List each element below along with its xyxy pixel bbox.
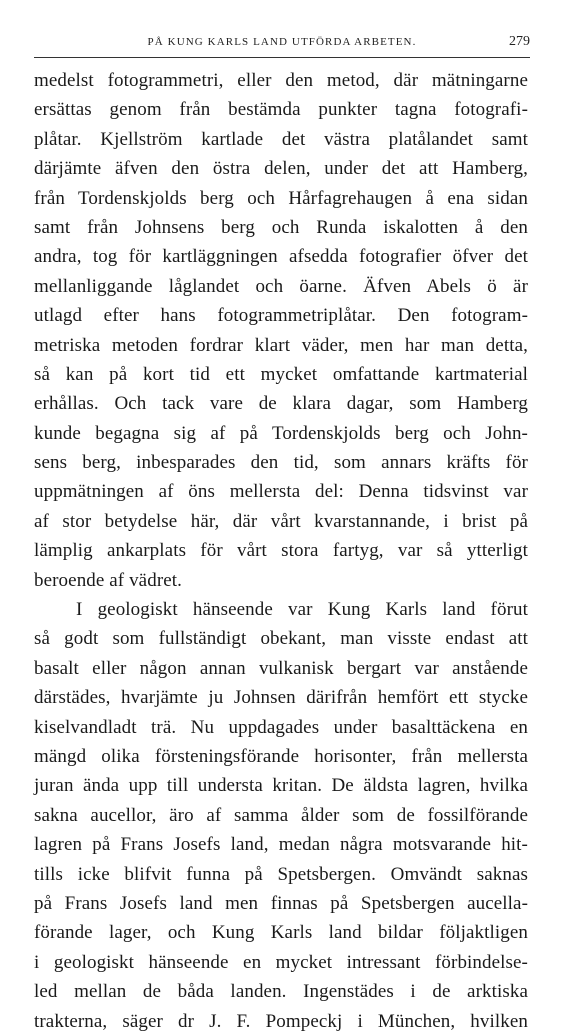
text-line: af stor betydelse här, där vårt kvarstannande, i brist på: [34, 510, 528, 532]
text-line: medelst fotogrammetri, eller den metod, där mätningarne: [34, 70, 528, 91]
text-line: därjämte äfven den östra delen, under det att Hamberg,: [34, 158, 528, 180]
text-line: andra, tog för kartläggningen afsedda fotografier öfver det: [34, 246, 528, 268]
paragraph-end-line: beroende af vädret.: [34, 569, 183, 591]
text-line: uppmätningen af öns mellersta del: Denna tidsvinst var: [34, 481, 528, 503]
text-line: basalt eller någon annan vulkanisk bergart var anstående: [34, 657, 528, 679]
running-title: PÅ KUNG KARLS LAND UTFÖRDA ARBETEN.: [147, 36, 417, 48]
text-line: samt från Johnsens berg och Runda iskalotten å den: [34, 216, 528, 238]
text-line: tills icke blifvit funna på Spetsbergen. Omvändt saknas: [34, 863, 528, 885]
text-line: så kan på kort tid ett mycket omfattande kartmaterial: [34, 363, 528, 385]
body-text: [34, 66, 528, 1036]
text-line: mellanliggande låglandet och öarne. Äfven Abels ö är: [34, 275, 528, 297]
text-line: från Tordenskjolds berg och Hårfagrehaugen å ena sidan: [34, 187, 528, 209]
text-line: kunde begagna sig af på Tordenskjolds berg och John-: [34, 422, 528, 444]
text-line: juran ända upp till understa kritan. De äldsta lagren, hvilka: [34, 775, 528, 797]
running-head: [34, 36, 530, 54]
text-line: sakna aucellor, äro af samma ålder som de fossilförande: [34, 804, 528, 826]
text-line: så godt som fullständigt obekant, man visste endast att: [34, 628, 528, 650]
text-line: lämplig ankarplats för vårt stora fartyg, var så ytterligt: [34, 540, 528, 562]
text-line: förande lager, och Kung Karls land bildar följaktligen: [34, 922, 528, 944]
text-line: utlagd efter hans fotogrammetriplåtar. Den fotogram-: [34, 305, 528, 327]
text-line: ersättas genom från bestämda punkter tagna fotografi-: [34, 99, 528, 121]
text-line: led mellan de båda landen. Ingenstädes i de arktiska: [34, 981, 528, 1003]
text-line: kiselvandladt trä. Nu uppdagades under basalttäckena en: [34, 716, 528, 738]
text-line: plåtar. Kjellström kartlade det västra platålandet samt: [34, 128, 528, 150]
text-line: lagren på Frans Josefs land, medan några motsvarande hit-: [34, 834, 528, 856]
text-line: i geologiskt hänseende en mycket intressant förbindelse-: [34, 951, 528, 973]
text-line: sens berg, inbesparades den tid, som annars kräfts för: [34, 452, 528, 474]
page-number: 279: [509, 34, 530, 49]
text-line: därstädes, hvarjämte ju Johnsen därifrån hemfört ett stycke: [34, 687, 528, 709]
text-line: på Frans Josefs land men finnas på Spetsbergen aucella-: [34, 892, 528, 914]
text-line: erhållas. Och tack vare de klara dagar, som Hamberg: [34, 393, 528, 415]
text-line: trakterna, säger dr J. F. Pompeckj i München, hvilken: [34, 1010, 528, 1032]
header-rule: [34, 57, 530, 58]
paragraph-start-line: I geologiskt hänseende var Kung Karls land förut: [76, 599, 528, 621]
text-line: metriska metoden fordrar klart väder, men har man detta,: [34, 334, 528, 356]
text-line: mängd olika försteningsförande horisonter, från mellersta: [34, 745, 528, 767]
